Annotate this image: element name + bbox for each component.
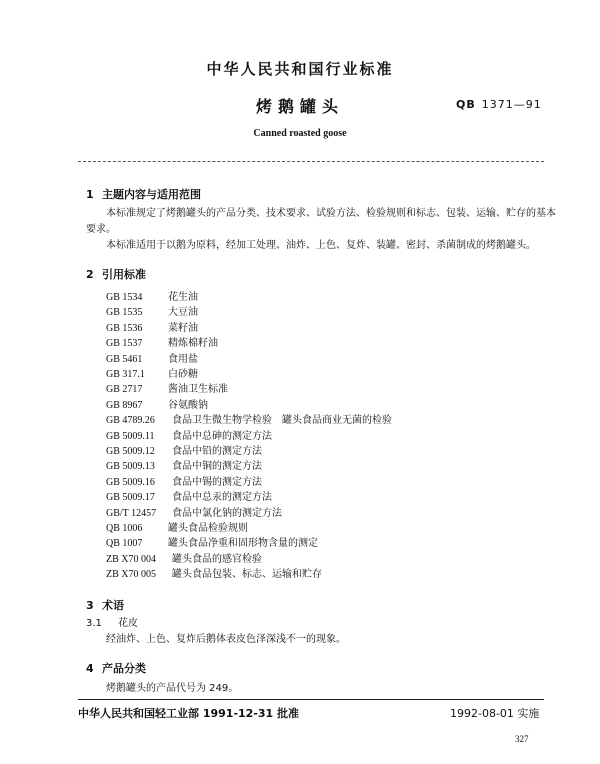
reference-code: GB 5009.13 [106,461,155,473]
ministry-heading: 中华人民共和国行业标准 [206,60,394,78]
reference-code: GB 317.1 [106,369,145,380]
section-1-para-1-line-2: 要求。 [86,224,116,235]
reference-item [106,380,228,395]
reference-code: GB/T 12457 [106,507,157,519]
english-title: Canned roasted goose [253,128,347,139]
reference-code: GB 2717 [106,384,143,396]
section-1-number: 1 [86,188,94,201]
page-number: 327 [515,734,529,744]
reference-name: 食品中锡的测定方法 [172,476,262,488]
section-3-title: 术语 [102,599,124,612]
reference-code: GB 5009.11 [106,430,155,442]
reference-item [106,319,198,334]
subsection-3-1-title: 花皮 [118,618,138,629]
reference-name: 食品中氯化钠的测定方法 [172,507,282,519]
reference-name: 白砂糖 [168,369,198,380]
section-3-number: 3 [86,599,94,612]
reference-item [106,350,198,365]
reference-name: 食品卫生微生物学检验 罐头食品商业无菌的检验 [172,415,392,427]
implementation-date: 1992-08-01 实施 [450,707,540,720]
section-1-title: 主题内容与适用范围 [102,188,201,201]
approval-statement: 中华人民共和国轻工业部 1991-12-31 批准 [78,707,300,720]
reference-name: 酱油卫生标准 [168,384,228,396]
reference-item [106,442,262,457]
reference-code: GB 1535 [106,307,143,319]
subsection-3-1-number: 3.1 [86,618,102,629]
reference-code: GB 5461 [106,353,143,365]
reference-item [106,303,198,318]
section-1-para-2: 本标准适用于以鹅为原料，经加工处理、油炸、上色、复炸、装罐、密封、杀菌制成的烤鹅罐头。 [106,240,536,251]
reference-code: ZB X70 004 [106,553,156,565]
reference-item [106,534,318,549]
reference-name: 食品中总汞的测定方法 [172,492,272,504]
reference-item [106,519,248,534]
reference-code: GB 1536 [106,322,143,334]
reference-code: GB 1537 [106,338,143,350]
section-4-title: 产品分类 [102,662,146,675]
reference-code: GB 5009.17 [106,492,155,504]
reference-name: 食品中铅的测定方法 [172,446,262,457]
reference-item [106,334,218,349]
reference-item [106,427,272,442]
reference-item [106,504,282,519]
reference-code: GB 4789.26 [106,415,155,427]
reference-item [106,396,208,411]
subsection-3-1-text: 经油炸、上色、复炸后鹅体表皮色泽深浅不一的现象。 [106,634,346,645]
reference-name: 食品中铜的测定方法 [172,461,262,473]
section-2-heading [86,266,146,282]
section-4-heading [86,660,146,676]
reference-item [106,365,198,380]
header-divider [78,161,544,162]
reference-name: 花生油 [168,292,198,303]
reference-item [106,488,272,503]
subsection-3-1-heading [86,616,138,632]
section-4-number: 4 [86,662,94,675]
reference-name: 罐头食品的感官检验 [172,553,262,565]
reference-item [106,550,262,565]
section-1-para-1-line-1: 本标准规定了烤鹅罐头的产品分类、技术要求、试验方法、检验规则和标志、包装、运输、贮存的基本 [106,208,556,219]
section-2-title: 引用标准 [102,268,146,281]
reference-item [106,457,262,472]
standard-number: 1371—91 [481,98,542,111]
section-3-heading [86,597,124,613]
reference-item [106,473,262,488]
reference-code: GB 5009.16 [106,476,155,488]
reference-name: 食品中总砷的测定方法 [172,430,272,442]
reference-code: GB 1534 [106,292,143,303]
reference-code: GB 5009.12 [106,446,155,457]
standard-code [456,98,542,111]
reference-name: 精炼棉籽油 [168,338,218,350]
document-title: 烤鹅罐头 [255,97,344,116]
reference-code: QB 1006 [106,523,143,534]
reference-code: QB 1007 [106,538,143,550]
reference-name: 食用盐 [168,353,198,365]
reference-name: 罐头食品包装、标志、运输和贮存 [172,569,322,581]
reference-item [106,565,322,580]
reference-name: 罐头食品检验规则 [168,523,248,534]
reference-name: 大豆油 [168,307,198,319]
section-4-text: 烤鹅罐头的产品代号为 249。 [106,683,239,694]
reference-name: 罐头食品净重和固形物含量的测定 [168,538,318,550]
section-2-number: 2 [86,268,94,281]
standard-prefix: QB [456,98,476,111]
reference-code: ZB X70 005 [106,569,156,581]
reference-name: 谷氨酸钠 [168,399,208,411]
reference-name: 菜籽油 [168,322,198,334]
reference-item [106,288,198,303]
reference-item [106,411,392,426]
section-1-heading [86,186,201,202]
reference-code: GB 8967 [106,399,143,411]
footer-divider [78,699,544,700]
